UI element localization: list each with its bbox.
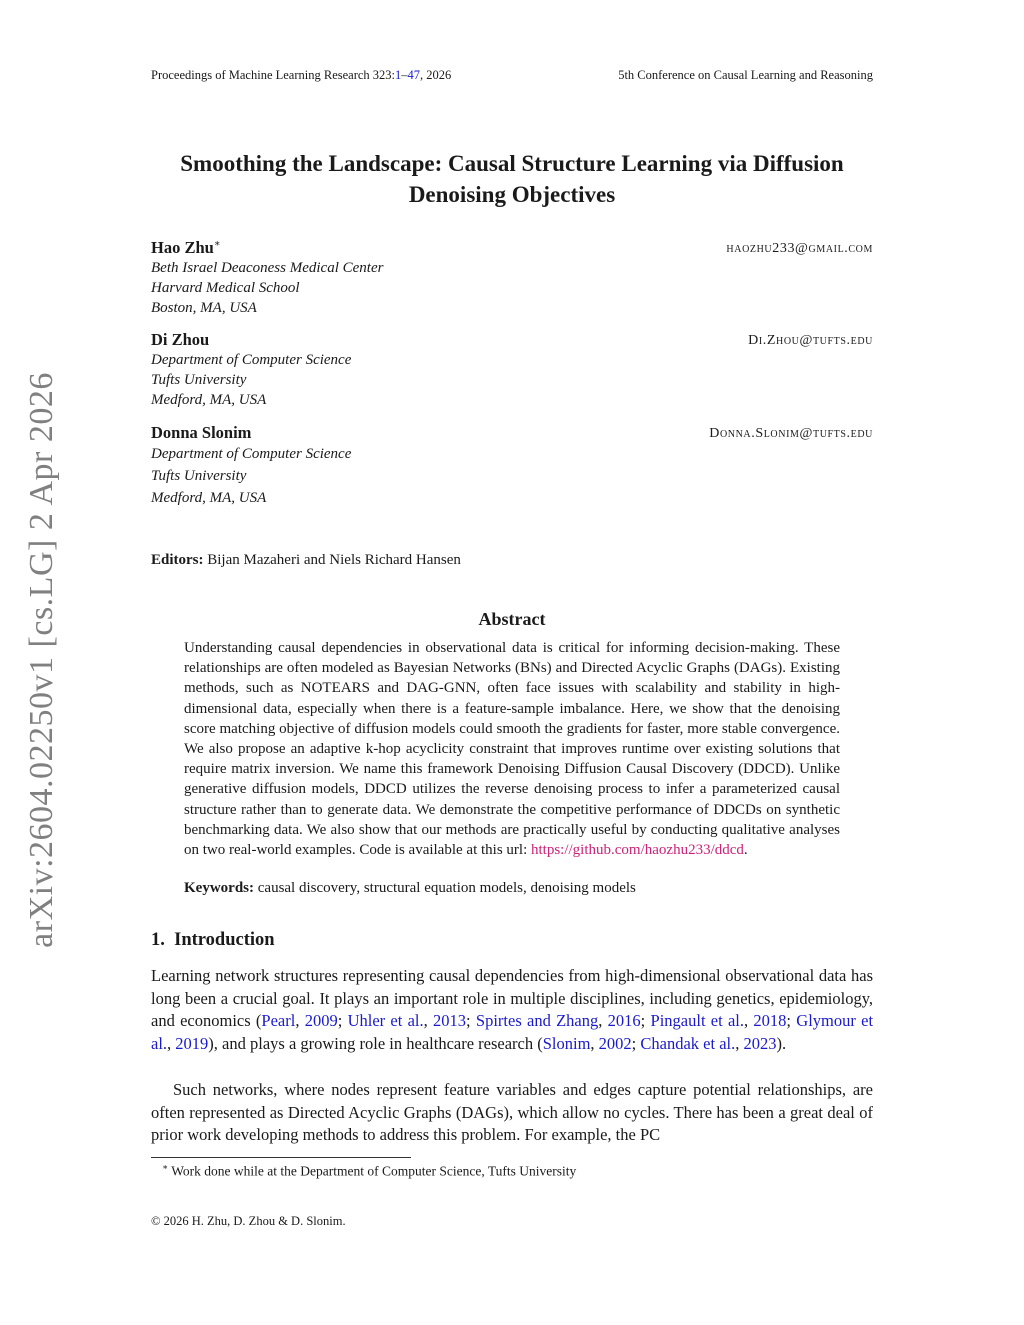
citation-link[interactable]: Pingault et al.: [650, 1011, 745, 1031]
citation-year-link[interactable]: 2016: [607, 1011, 641, 1031]
citation-link[interactable]: Pearl: [261, 1011, 296, 1031]
author-name: Donna Slonim: [151, 423, 252, 442]
affiliation-line: Beth Israel Deaconess Medical Center: [151, 260, 384, 276]
intro-paragraph-2: Such networks, where nodes represent feature variables and edges capture potential relationships, are often represented as Directed Acyclic Graphs (DAGs), which allow no cycles. There has been a great deal of prior work developing methods to address this problem. For example, the PC: [151, 1080, 873, 1145]
abstract-heading: Abstract: [478, 609, 546, 629]
citation-year-link[interactable]: 2002: [598, 1033, 632, 1053]
author-block-2: [151, 330, 351, 410]
affiliation-line: Harvard Medical School: [151, 280, 300, 296]
citation-link[interactable]: Uhler et al.: [347, 1011, 424, 1031]
author-block-3: [151, 423, 351, 509]
arxiv-side-watermark: arXiv:2604.02250v1 [cs.LG] 2 Apr 2026: [23, 372, 60, 948]
keywords-line: Keywords: causal discovery, structural equation models, denoising models: [184, 880, 636, 896]
citation-link[interactable]: Slonim: [542, 1033, 591, 1053]
citation-link[interactable]: Spirtes and Zhang: [475, 1011, 599, 1031]
editors-line: Editors: Bijan Mazaheri and Niels Richard Hansen: [151, 552, 461, 568]
affiliation-line: Medford, MA, USA: [151, 490, 267, 506]
author-block-1: [151, 238, 383, 318]
footnote-rule: [151, 1157, 411, 1158]
author-email-2: Di.Zhou@tufts.edu: [748, 333, 873, 348]
page-end-link[interactable]: 47: [407, 68, 421, 82]
running-header-left: Proceedings of Machine Learning Research 323:1–47, 2026: [151, 68, 452, 82]
citation-year-link[interactable]: 2018: [753, 1011, 787, 1031]
affiliation-line: Medford, MA, USA: [151, 392, 267, 408]
running-header-right: 5th Conference on Causal Learning and Reasoning: [618, 68, 873, 82]
abstract-body: Understanding causal dependencies in observational data is critical for informing decision-making. These relationships are often modeled as Bayesian Networks (BNs) and Directed Acyclic Graphs (DAGs). Existing methods, such as NOTEARS and DAG-GNN, often face issues with scalability and stability in high-dimensional data, especially when there is a feature-sample imbalance. Here, we show that the denoising score matching objective of diffusion models could smooth the gradients for faster, more stable convergence. We also propose an adaptive k-hop acyclicity constraint that improves runtime over existing solutions that require matrix inversion. We name this framework Denoising Diffusion Causal Discovery (DDCD). Unlike generative diffusion models, DDCD utilizes the reverse denoising process to infer a parameterized causal structure rather than to generate data. We demonstrate the competitive performance of DDCDs on synthetic benchmarking data. We also show that our methods are practically useful by conducting qualitative analyses on two real-world examples. Code is available at this url: https://github.com/haozhu233/ddcd.: [184, 640, 840, 859]
footnote: ∗ Work done while at the Department of Computer Science, Tufts University: [162, 1162, 577, 1179]
affiliation-line: Boston, MA, USA: [151, 300, 257, 316]
citation-link[interactable]: Glymour et al.: [151, 1011, 874, 1053]
citation-year-link[interactable]: 2013: [433, 1011, 467, 1031]
author-email-1: haozhu233@gmail.com: [726, 241, 873, 256]
affiliation-line: Tufts University: [151, 468, 247, 484]
citation-year-link[interactable]: 2019: [175, 1033, 209, 1053]
author-name: Di Zhou: [151, 330, 210, 349]
affiliation-line: Tufts University: [151, 372, 247, 388]
citation-year-link[interactable]: 2009: [304, 1011, 338, 1031]
page-start-link[interactable]: 1: [395, 68, 402, 82]
author-name: Hao Zhu: [151, 238, 214, 257]
intro-paragraph-1: Learning network structures representing causal dependencies from high-dimensional observational data has long been a crucial goal. It plays an important role in multiple disciplines, including genetics, epidemiology, and economics (Pearl, 2009; Uhler et al., 2013; Spirtes and Zhang, 2016; Pingault et al., 2018; Glymour et al., 2019), and plays a growing role in healthcare research (Slonim, 2002; Chandak et al., 2023).: [151, 966, 874, 1053]
paper-title: Smoothing the Landscape: Causal Structure Learning via Diffusion Denoising Objectives: [180, 151, 844, 207]
copyright-line: © 2026 H. Zhu, D. Zhou & D. Slonim.: [151, 1214, 346, 1228]
affiliation-line: Department of Computer Science: [151, 352, 352, 368]
citation-link[interactable]: Chandak et al.: [640, 1033, 736, 1053]
footnote-mark: ∗: [213, 238, 221, 250]
citation-year-link[interactable]: 2023: [743, 1033, 777, 1053]
code-url-link[interactable]: https://github.com/haozhu233/ddcd: [531, 842, 744, 859]
section-heading-introduction: 1. Introduction: [151, 930, 275, 950]
affiliation-line: Department of Computer Science: [151, 446, 352, 462]
author-email-3: Donna.Slonim@tufts.edu: [709, 426, 873, 441]
